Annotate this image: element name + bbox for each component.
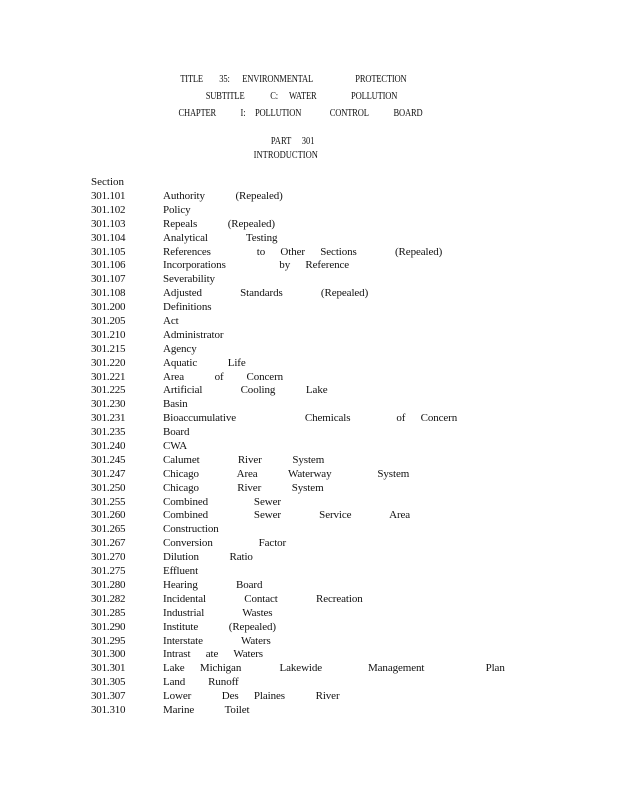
section-number: 301.310 <box>91 703 126 716</box>
section-number: 301.285 <box>91 606 126 619</box>
section-number: 301.265 <box>91 523 126 536</box>
section-number: 301.270 <box>91 551 126 564</box>
section-list-item <box>91 287 571 301</box>
section-title: Authority (Repealed) <box>163 190 283 202</box>
header-chapter-label: CHAPTER <box>178 108 217 119</box>
section-title: Hearing Board <box>163 578 263 591</box>
part-name-heading <box>0 150 595 161</box>
section-number: 301.200 <box>91 301 126 314</box>
section-title: Incidental Contact Recreation <box>163 592 363 605</box>
section-list-item <box>91 496 571 510</box>
section-title: Construction <box>163 523 219 536</box>
section-number: 301.240 <box>91 440 126 453</box>
section-number: 301.103 <box>91 217 126 230</box>
section-number: 301.280 <box>91 578 126 591</box>
section-title: Chicago Area Waterway System <box>163 467 410 480</box>
header-title-label: TITLE <box>180 74 203 85</box>
section-list-item <box>91 329 571 343</box>
section-list-item <box>91 690 571 704</box>
section-number: 301.245 <box>91 453 126 466</box>
section-title: Incorporations by Reference <box>163 259 350 272</box>
part-name: INTRODUCTION <box>253 150 319 161</box>
part-label: PART 301 <box>271 136 315 147</box>
section-list-item <box>91 565 571 579</box>
section-list-item <box>91 301 571 315</box>
header-subtitle-label: SUBTITLE <box>205 91 245 102</box>
section-title: Industrial Wastes <box>163 606 273 619</box>
section-number: 301.295 <box>91 634 126 647</box>
section-number: 301.275 <box>91 565 126 578</box>
section-list-item <box>91 218 571 232</box>
section-title: Calumet River System <box>163 453 325 466</box>
section-list-item <box>91 579 571 593</box>
section-list-item <box>91 273 571 287</box>
section-number: 301.290 <box>91 620 126 633</box>
section-title: Chicago River System <box>163 481 324 494</box>
section-list-item <box>91 398 571 412</box>
section-number: 301.255 <box>91 495 126 508</box>
section-title: Area of Concern <box>163 370 284 383</box>
section-list-item <box>91 190 571 204</box>
section-number: 301.106 <box>91 259 126 272</box>
section-title: Severability <box>163 273 215 286</box>
section-number: 301.205 <box>91 315 126 328</box>
header-title-word2: PROTECTION <box>355 74 407 85</box>
header-title-word1: ENVIRONMENTAL <box>242 74 314 85</box>
section-number: 301.260 <box>91 509 126 522</box>
section-list-item <box>91 204 571 218</box>
section-list-item <box>91 523 571 537</box>
section-number: 301.267 <box>91 537 126 550</box>
section-list-item <box>91 343 571 357</box>
section-title: Combined Sewer Service Area <box>163 509 411 522</box>
section-list-item <box>91 454 571 468</box>
section-list-item <box>91 509 571 523</box>
section-title: Dilution Ratio <box>163 551 253 564</box>
section-title: Basin <box>163 398 188 411</box>
section-number: 301.210 <box>91 328 126 341</box>
section-title: Aquatic Life <box>163 356 246 369</box>
section-title: Lower Des Plaines River <box>163 690 340 703</box>
section-list-item <box>91 315 571 329</box>
section-list-item <box>91 468 571 482</box>
section-title: Administrator <box>163 328 224 341</box>
section-title: Land Runoff <box>163 676 239 689</box>
section-number: 301.102 <box>91 203 126 216</box>
header-title-number: 35: <box>219 74 230 85</box>
section-number: 301.282 <box>91 592 126 605</box>
section-title: Effluent <box>163 565 199 578</box>
section-list-item <box>91 384 571 398</box>
section-list-item <box>91 426 571 440</box>
section-list-item <box>91 607 571 621</box>
section-title: Act <box>163 315 179 328</box>
section-number: 301.250 <box>91 481 126 494</box>
section-list-item <box>91 621 571 635</box>
section-title: Definitions <box>163 301 212 314</box>
section-title: Combined Sewer <box>163 495 281 508</box>
section-list <box>91 190 571 718</box>
section-title: Artificial Cooling Lake <box>163 384 328 397</box>
section-list-item <box>91 357 571 371</box>
section-number: 301.107 <box>91 273 126 286</box>
header-subtitle-word2: POLLUTION <box>351 91 398 102</box>
section-title: Lake Michigan Lakewide Management Plan <box>163 662 505 675</box>
section-list-item <box>91 704 571 718</box>
section-number: 301.220 <box>91 356 126 369</box>
section-list-item <box>91 371 571 385</box>
section-title: Institute (Repealed) <box>163 620 276 633</box>
section-column-heading: Section <box>91 176 124 188</box>
section-title: Marine Toilet <box>163 703 250 716</box>
section-title: Analytical Testing <box>163 231 278 244</box>
section-title: Agency <box>163 342 197 355</box>
section-list-item <box>91 648 571 662</box>
section-list-item <box>91 593 571 607</box>
section-list-item <box>91 551 571 565</box>
section-title: Repeals (Repealed) <box>163 217 275 230</box>
section-number: 301.221 <box>91 370 126 383</box>
section-list-item <box>91 635 571 649</box>
section-number: 301.231 <box>91 412 126 425</box>
section-number: 301.230 <box>91 398 126 411</box>
section-list-item <box>91 482 571 496</box>
header-subtitle-letter: C: <box>270 91 279 102</box>
section-list-item <box>91 412 571 426</box>
section-title: CWA <box>163 440 188 453</box>
section-number: 301.305 <box>91 676 126 689</box>
section-number: 301.104 <box>91 231 126 244</box>
header-chapter-word3: BOARD <box>393 108 423 119</box>
section-list-item <box>91 662 571 676</box>
section-list-item <box>91 676 571 690</box>
section-list-item <box>91 259 571 273</box>
header-subtitle-word1: WATER <box>289 91 317 102</box>
section-number: 301.247 <box>91 467 126 480</box>
section-number: 301.225 <box>91 384 126 397</box>
section-number: 301.301 <box>91 662 126 675</box>
section-list-item <box>91 246 571 260</box>
section-number: 301.105 <box>91 245 126 258</box>
section-title: Adjusted Standards (Repealed) <box>163 287 369 300</box>
section-title: Conversion Factor <box>163 537 287 550</box>
header-chapter-word2: CONTROL <box>329 108 369 119</box>
section-title: Board <box>163 426 190 439</box>
header-chapter-number: I: <box>240 108 246 119</box>
section-title: Interstate Waters <box>163 634 271 647</box>
section-number: 301.300 <box>91 648 126 661</box>
section-title: Intrast ate Waters <box>163 648 263 661</box>
section-title: References to Other Sections (Repealed) <box>163 245 443 258</box>
section-number: 301.108 <box>91 287 126 300</box>
section-title: Bioaccumulative Chemicals of Concern <box>163 412 458 425</box>
header-chapter-word1: POLLUTION <box>255 108 302 119</box>
section-number: 301.215 <box>91 342 126 355</box>
section-list-item <box>91 537 571 551</box>
section-list-item <box>91 232 571 246</box>
section-number: 301.101 <box>91 190 126 202</box>
part-heading <box>0 136 602 147</box>
section-list-item <box>91 440 571 454</box>
section-number: 301.307 <box>91 690 126 703</box>
section-title: Policy <box>163 203 191 216</box>
section-number: 301.235 <box>91 426 126 439</box>
